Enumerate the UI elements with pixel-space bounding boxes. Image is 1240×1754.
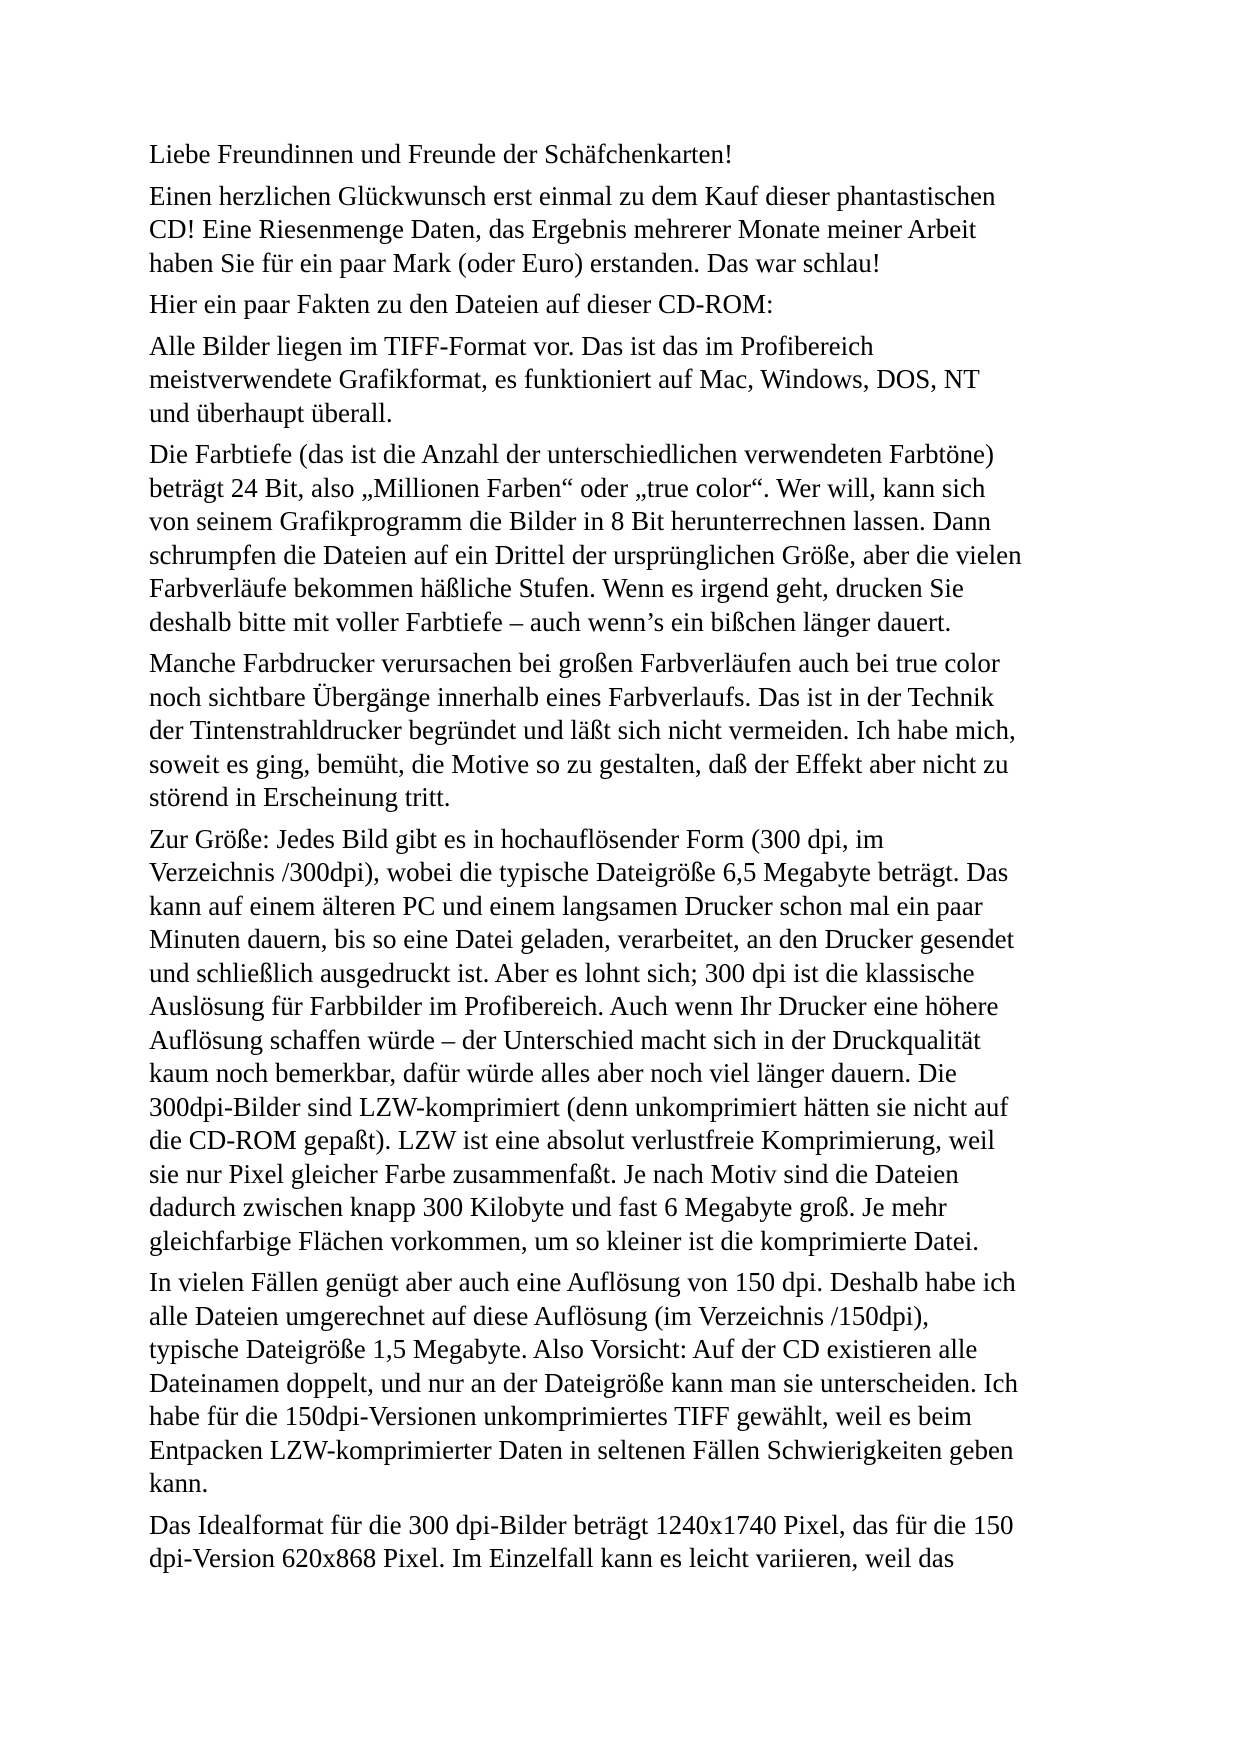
text-line: Auflösung schaffen würde – der Unterschied macht sich in der Druckqualität [149,1024,981,1055]
text-line: Alle Bilder liegen im TIFF-Format vor. Das ist das im Profibereich [149,330,874,361]
text-line: kann auf einem älteren PC und einem langsamen Drucker schon mal ein paar [149,890,983,921]
text-line: schrumpfen die Dateien auf ein Drittel der ursprünglichen Größe, aber die vielen [149,539,1022,570]
text-line: Zur Größe: Jedes Bild gibt es in hochauflösender Form (300 dpi, im [149,823,884,854]
text-line: dpi-Version 620x868 Pixel. Im Einzelfall kann es leicht variieren, weil das [149,1543,955,1573]
text-line: Das Idealformat für die 300 dpi-Bilder beträgt 1240x1740 Pixel, das für die 150 [149,1509,1014,1540]
salutation [149,138,1109,172]
paragraph [149,288,1109,322]
text-line: kaum noch bemerkbar, dafür würde alles aber noch viel länger dauern. Die [149,1058,957,1088]
text-line: In vielen Fällen genügt aber auch eine Auflösung von 150 dpi. Deshalb habe ich [149,1267,1016,1297]
text-line: Manche Farbdrucker verursachen bei großen Farbverläufen auch bei true color [149,648,1000,678]
text-line: soweit es ging, bemüht, die Motive so zu gestalten, daß der Effekt aber nicht zu [149,748,1009,779]
text-line: kann. [149,1468,209,1498]
paragraph [149,1509,1109,1576]
text-line: haben Sie für ein paar Mark (oder Euro) erstanden. Das war schlau! [149,247,881,278]
text-line: von seinem Grafikprogramm die Bilder in 8 Bit herunterrechnen lassen. Dann [149,506,992,536]
text-line: dadurch zwischen knapp 300 Kilobyte und fast 6 Megabyte groß. Je mehr [149,1192,947,1222]
text-line: Liebe Freundinnen und Freunde der Schäfchenkarten! [149,139,734,169]
text-line: Auslösung für Farbbilder im Profibereich. Auch wenn Ihr Drucker eine höhere [149,991,999,1021]
text-line: typische Dateigröße 1,5 Megabyte. Also Vorsicht: Auf der CD existieren alle [149,1334,978,1364]
text-line: sie nur Pixel gleicher Farbe zusammenfaßt. Je nach Motiv sind die Dateien [149,1158,959,1189]
text-line: beträgt 24 Bit, also „Millionen Farben“ oder „true color“. Wer will, kann sich [149,472,986,503]
text-line: Farbverläufe bekommen häßliche Stufen. Wenn es irgend geht, drucken Sie [149,573,964,603]
text-line: CD! Eine Riesenmenge Daten, das Ergebnis mehrerer Monate meiner Arbeit [149,214,977,244]
text-line: die CD-ROM gepaßt). LZW ist eine absolut verlustfreie Komprimierung, weil [149,1125,996,1155]
text-line: 300dpi-Bilder sind LZW-komprimiert (denn unkomprimiert hätten sie nicht auf [149,1091,1009,1122]
text-line: noch sichtbare Übergänge innerhalb eines Farbverlaufs. Das ist in der Technik [149,681,995,712]
text-line: Entpacken LZW-komprimierter Daten in seltenen Fällen Schwierigkeiten geben [149,1434,1014,1465]
letter-body [149,138,1109,1584]
paragraph [149,823,1109,1259]
text-line: gleichfarbige Flächen vorkommen, um so kleiner ist die komprimierte Datei. [149,1225,980,1256]
text-line: und überhaupt überall. [149,397,393,428]
text-line: Minuten dauern, bis so eine Datei geladen, verarbeitet, an den Drucker gesendet [149,924,1015,954]
text-line: Einen herzlichen Glückwunsch erst einmal zu dem Kauf dieser phantastischen [149,180,996,211]
text-line: und schließlich ausgedruckt ist. Aber es lohnt sich; 300 dpi ist die klassische [149,957,975,988]
text-line: Verzeichnis /300dpi), wobei die typische Dateigröße 6,5 Megabyte beträgt. Das [149,857,1009,887]
text-line: Hier ein paar Fakten zu den Dateien auf dieser CD-ROM: [149,289,774,319]
text-line: deshalb bitte mit voller Farbtiefe – auch wenn’s ein bißchen länger dauert. [149,606,952,637]
paragraph [149,330,1109,431]
text-line: Dateinamen doppelt, und nur an der Dateigröße kann man sie unterscheiden. Ich [149,1367,1018,1398]
text-line: störend in Erscheinung tritt. [149,782,451,812]
text-line: meistverwendete Grafikformat, es funktioniert auf Mac, Windows, DOS, NT [149,364,980,394]
paragraph [149,1266,1109,1501]
paragraph [149,438,1109,639]
text-line: habe für die 150dpi-Versionen unkomprimiertes TIFF gewählt, weil es beim [149,1401,972,1431]
text-line: Die Farbtiefe (das ist die Anzahl der unterschiedlichen verwendeten Farbtöne) [149,439,994,469]
text-line: der Tintenstrahldrucker begründet und läßt sich nicht vermeiden. Ich habe mich, [149,715,1016,745]
paragraph [149,180,1109,281]
text-line: alle Dateien umgerechnet auf diese Auflösung (im Verzeichnis /150dpi), [149,1300,930,1331]
paragraph [149,647,1109,815]
